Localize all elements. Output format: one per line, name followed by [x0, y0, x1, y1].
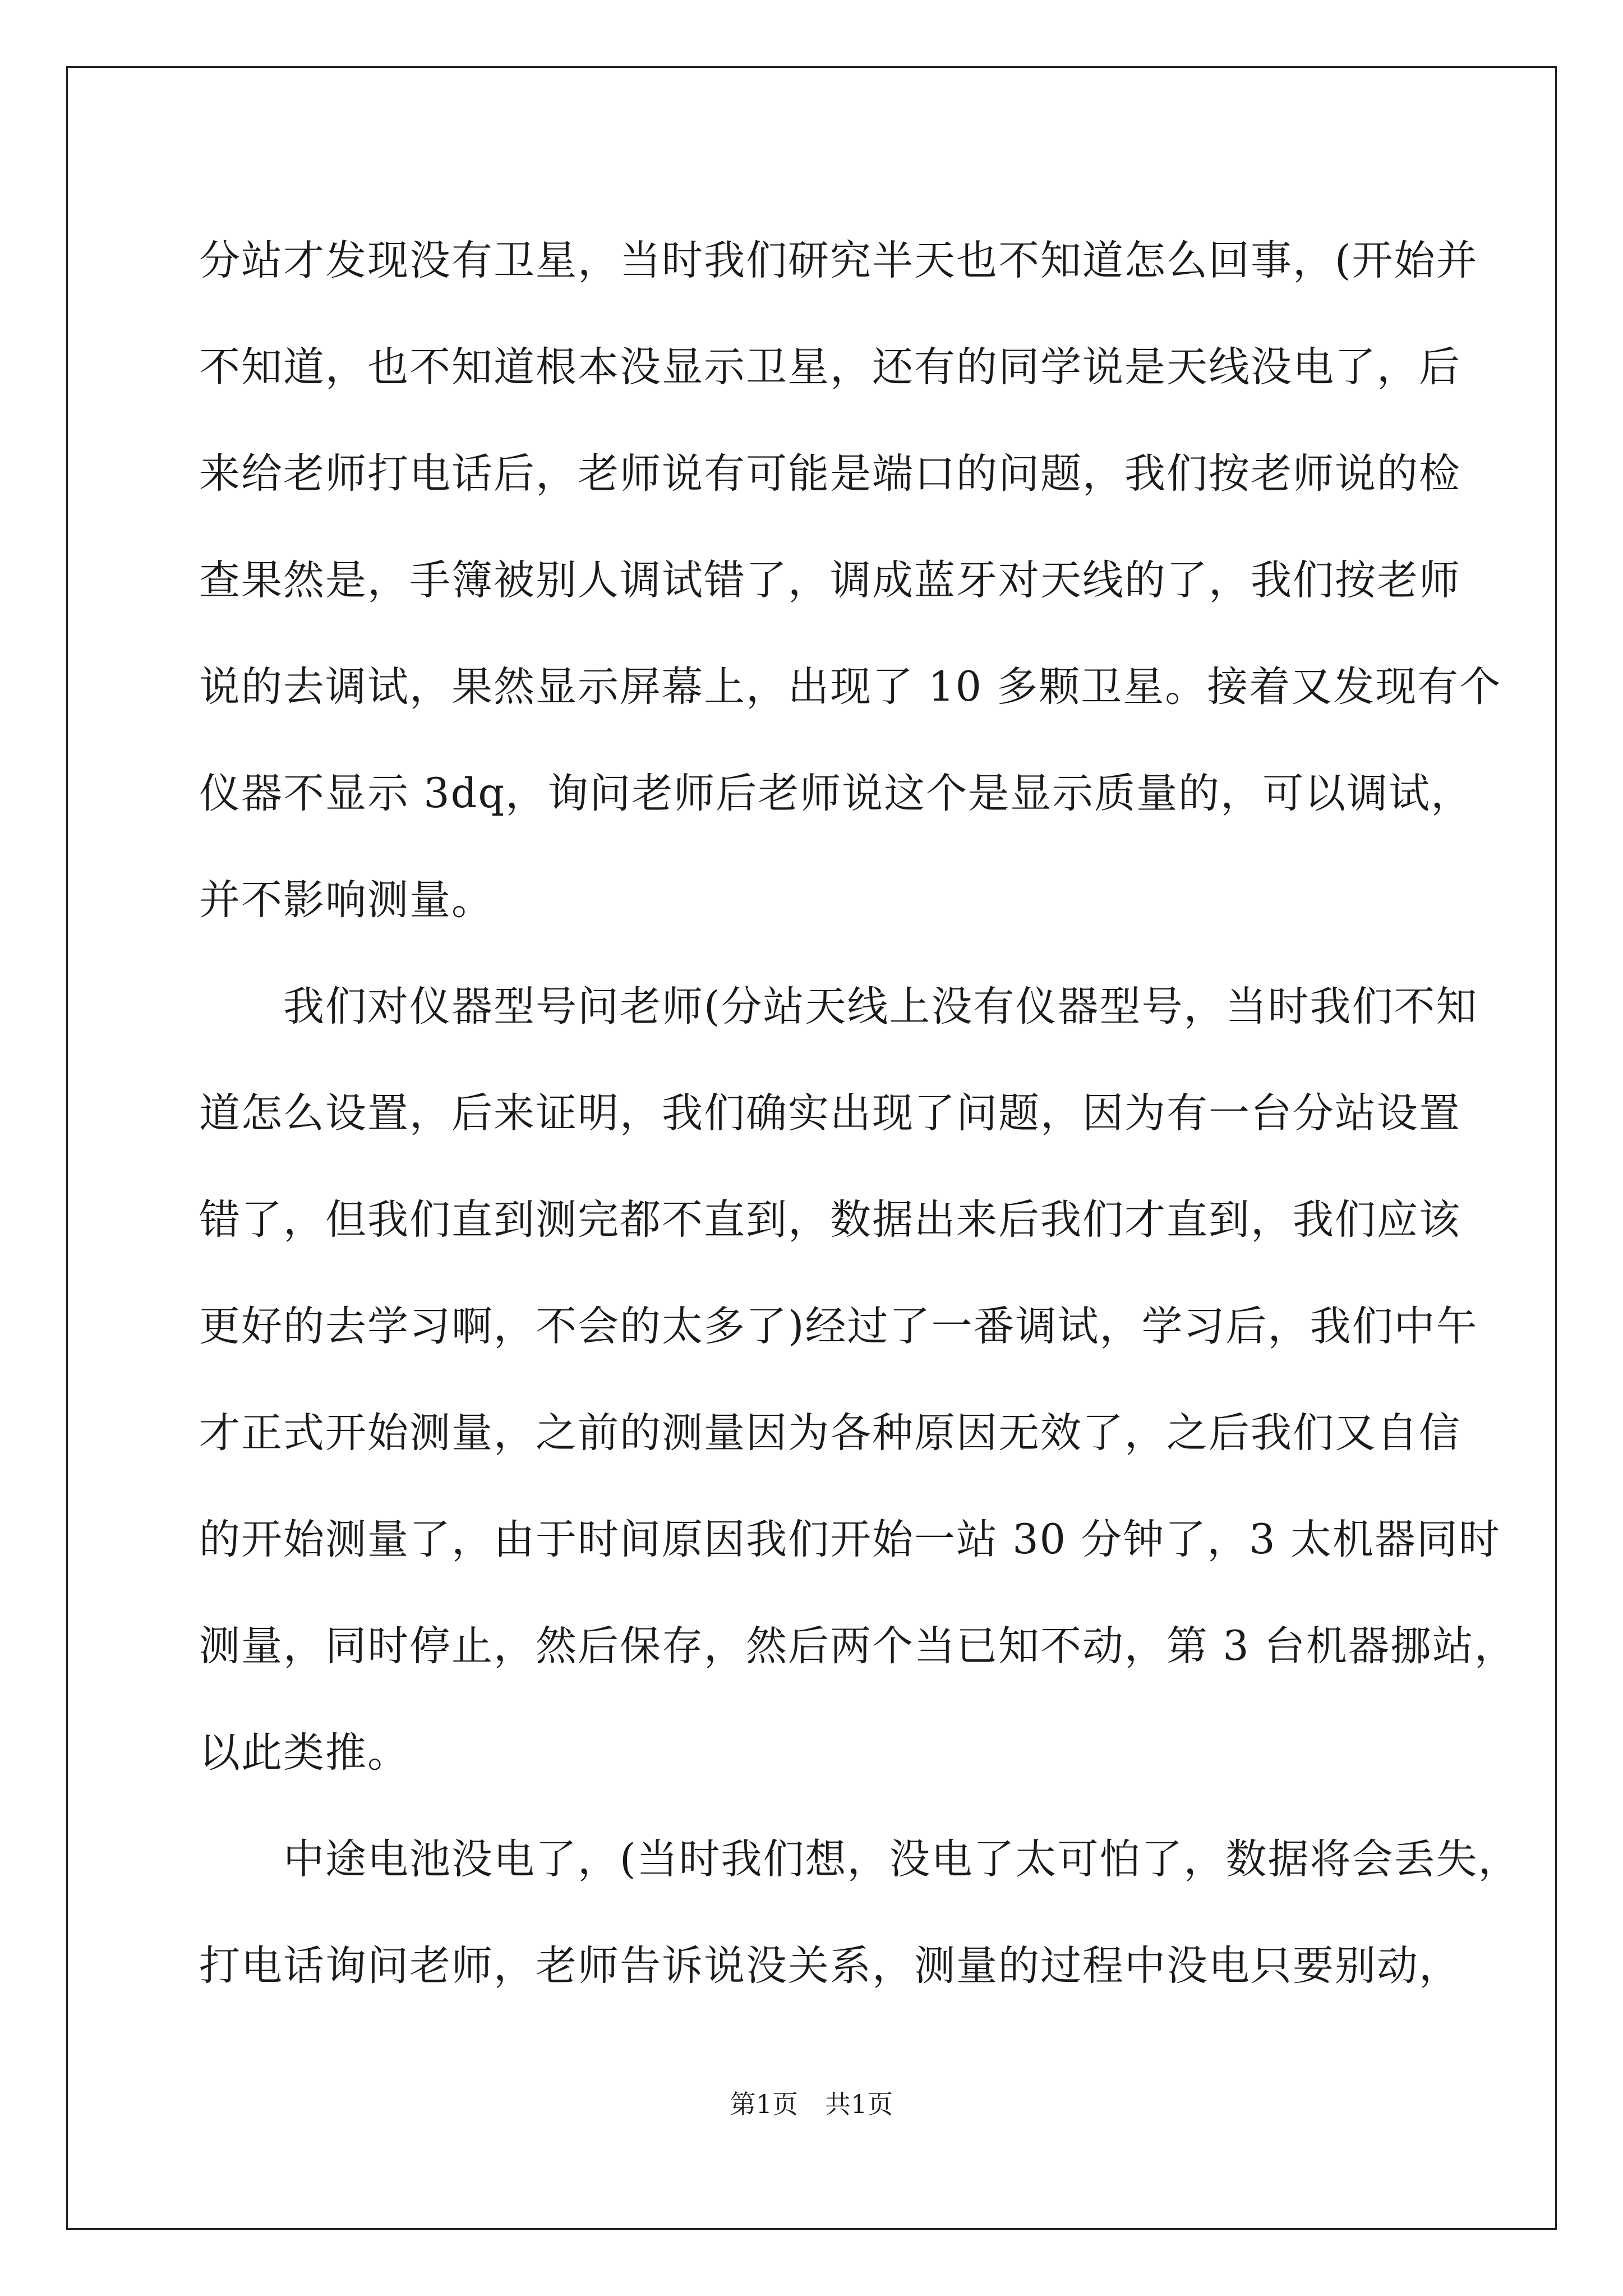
- text-line: 并不影响测量。: [199, 876, 494, 924]
- page-footer: [0, 2084, 1623, 2121]
- text-line: 说的去调试，果然显示屏幕上，出现了 10 多颗卫星。接着又发现有个: [199, 663, 1502, 711]
- text-line: 仪器不显示 3dq，询问老师后老师说这个是显示质量的，可以调试，: [199, 770, 1473, 817]
- text-line: 查果然是，手簿被别人调试错了，调成蓝牙对天线的了，我们按老师: [199, 556, 1461, 604]
- text-line: 的开始测量了，由于时间原因我们开始一站 30 分钟了，3 太机器同时: [199, 1516, 1501, 1563]
- text-line: 不知道，也不知道根本没显示卫星，还有的同学说是天线没电了，后: [199, 343, 1461, 391]
- text-line: 我们对仪器型号问老师(分站天线上没有仪器型号，当时我们不知: [199, 983, 1478, 1030]
- document-body: [199, 208, 1520, 2019]
- paragraph-3: [199, 1806, 1520, 2019]
- page-number: 第1页: [730, 2089, 798, 2119]
- text-line: 错了，但我们直到测完都不直到，数据出来后我们才直到，我们应该: [199, 1196, 1461, 1244]
- text-line: 测量，同时停止，然后保存，然后两个当已知不动，第 3 台机器挪站，: [199, 1622, 1516, 1670]
- text-line: 来给老师打电话后，老师说有可能是端口的问题，我们按老师说的检: [199, 450, 1461, 498]
- text-line: 道怎么设置，后来证明，我们确实出现了问题，因为有一台分站设置: [199, 1089, 1461, 1137]
- text-line: 打电话询问老师，老师告诉说没关系，测量的过程中没电只要别动，: [199, 1942, 1461, 1990]
- text-line: 更好的去学习啊，不会的太多了)经过了一番调试，学习后，我们中午: [199, 1303, 1478, 1350]
- paragraph-1: [199, 208, 1502, 954]
- text-line: 分站才发现没有卫星，当时我们研究半天也不知道怎么回事，(开始并: [199, 237, 1478, 284]
- paragraph-2: [199, 954, 1516, 1806]
- page-total: 共1页: [825, 2089, 893, 2119]
- text-line: 以此类推。: [199, 1729, 409, 1777]
- text-line: 中途电池没电了，(当时我们想，没电了太可怕了，数据将会丢失，: [199, 1835, 1520, 1883]
- text-line: 才正式开始测量，之前的测量因为各种原因无效了，之后我们又自信: [199, 1409, 1461, 1457]
